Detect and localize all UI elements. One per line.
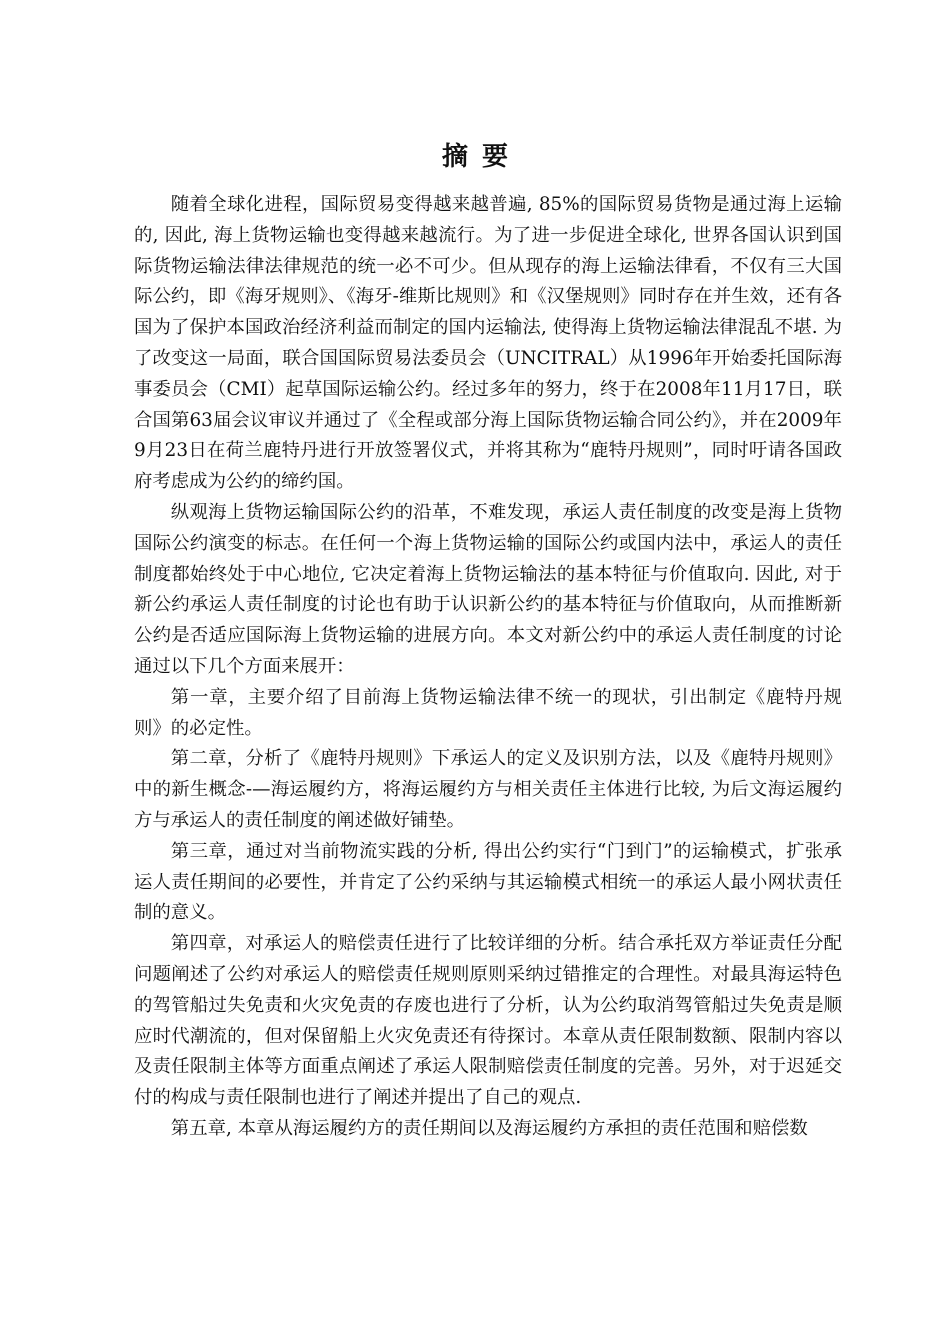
- paragraph-chapter-3: 第三章，通过对当前物流实践的分析, 得出公约实行“门到门”的运输模式，扩张承运人责任期间的必要性，并肯定了公约采纳与其运输模式相统一的承运人最小网状责任制的意义。: [134, 840, 842, 924]
- paragraph-chapter-1: 第一章，主要介绍了目前海上货物运输法律不统一的现状，引出制定《鹿特丹规则》的必定性。: [134, 686, 842, 739]
- paragraph-chapter-5: 第五章, 本章从海运履约方的责任期间以及海运履约方承担的责任范围和赔偿数: [170, 1117, 808, 1139]
- paragraph-chapter-4: 第四章，对承运人的赔偿责任进行了比较详细的分析。结合承托双方举证责任分配问题阐述了公约对承运人的赔偿责任规则原则采纳过错推定的合理性。对最具海运特色的驾管船过失免责和火灾免责的存废也进行了分析，认为公约取消驾管船过失免责是顺应时代潮流的，但对保留船上火灾免责还有待探讨。本章从责任限制数额、限制内容以及责任限制主体等方面重点阐述了承运人限制赔偿责任制度的完善。另外，对于迟延交付的构成与责任限制也进行了阐述并提出了自己的观点.: [134, 933, 842, 1109]
- paragraph-overview: 纵观海上货物运输国际公约的沿革，不难发现，承运人责任制度的改变是海上货物国际公约演变的标志。在任何一个海上货物运输的国际公约或国内法中，承运人的责任制度都始终处于中心地位, 它决定着海上货物运输法的基本特征与价值取向. 因此, 对于新公约承运人责任制度的讨论也有助于认识新公约的基本特征与价值取向，从而推断新公约是否适应国际海上货物运输的进展方向。本文对新公约中的承运人责任制度的讨论通过以下几个方面来展开：: [134, 501, 842, 677]
- paragraph-intro: 随着全球化进程，国际贸易变得越来越普遍, 85%的国际贸易货物是通过海上运输的, 因此, 海上货物运输也变得越来越流行。为了进一步促进全球化, 世界各国认识到国际货物运输法律法律规范的统一必不可少。但从现存的海上运输法律看，不仅有三大国际公约，即《海牙规则》、《海牙-维斯比规则》和《汉堡规则》同时存在并生效，还有各国为了保护本国政治经济利益而制定的国内运输法, 使得海上货物运输法律混乱不堪. 为了改变这一局面，联合国国际贸易法委员会（UNCITRAL）从1996年开始委托国际海事委员会（CMI）起草国际运输公约。经过多年的努力，终于在2008年11月17日，联合国第63届会议审议并通过了《全程或部分海上国际货物运输合同公约》，并在2009年9月23日在荷兰鹿特丹进行开放签署仪式，并将其称为“鹿特丹规则”，同时吁请各国政府考虑成为公约的缔约国。: [134, 194, 842, 493]
- abstract-body: [134, 190, 842, 1145]
- paragraph-chapter-2: 第二章，分析了《鹿特丹规则》下承运人的定义及识别方法，以及《鹿特丹规则》中的新生概念-—海运履约方，将海运履约方与相关责任主体进行比较, 为后文海运履约方与承运人的责任制度的阐述做好铺垫。: [134, 748, 842, 831]
- abstract-title: 摘要: [441, 142, 522, 173]
